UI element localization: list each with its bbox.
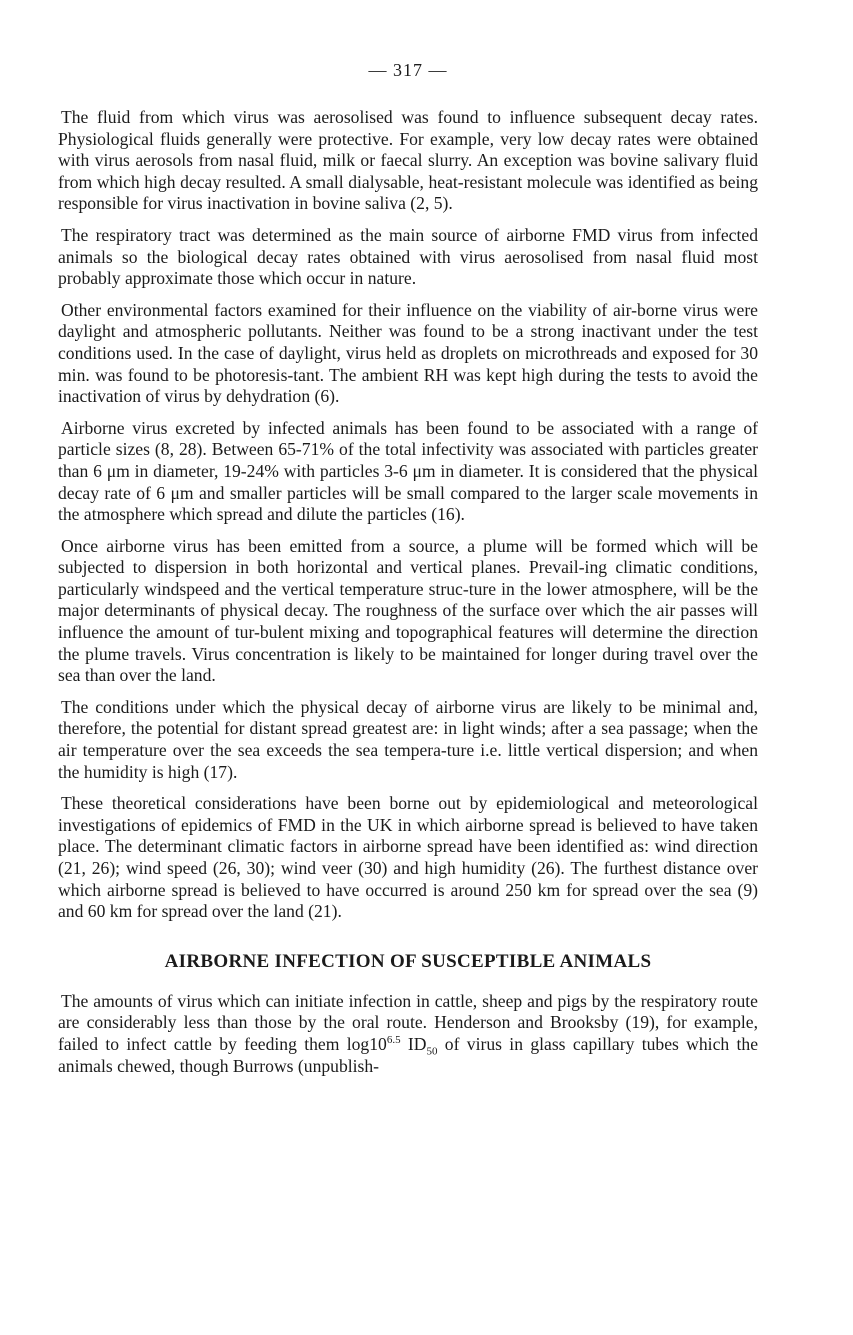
paragraph-respiratory-tract: The respiratory tract was determined as the main source of airborne FMD virus from infected animals so the biological decay rates obtained with virus aerosolised from nasal fluid most probably approximate those which occur in nature. — [58, 224, 758, 289]
infection-text-start: The amounts of virus which can initiate infection in cattle, sheep and pigs by the respiratory route are considerably less than those by the oral route. Henderson and Brooksby (19), for example, failed to infect cattle by feeding them log10 — [58, 990, 758, 1054]
paragraph-minimal-decay-conditions: The conditions under which the physical decay of airborne virus are likely to be minimal and, therefore, the potential for distant spread greatest are: in light winds; after a sea passage; when the air temperature over the sea exceeds the sea tempera-ture i.e. little vertical dispersion; and when the humidity is high (17). — [58, 696, 758, 782]
paragraph-environmental-factors: Other environmental factors examined for their influence on the viability of air-borne virus were daylight and atmospheric pollutants. Neither was found to be a strong inactivant under the test conditions used. In the case of daylight, virus held as droplets on microthreads and exposed for 30 min. was found to be photoresis-tant. The ambient RH was kept high during the tests to avoid the inactivation of virus by dehydration (6). — [58, 299, 758, 407]
document-page — [58, 60, 758, 1087]
paragraph-epidemiological-investigations: These theoretical considerations have been borne out by epidemiological and meteorological investigations of epidemics of FMD in the UK in which airborne spread is believed to have taken place. The determinant climatic factors in airborne spread have been identified as: wind direction (21, 26); wind speed (26, 30); wind veer (30) and high humidity (26). The furthest distance over which airborne spread is believed to have occurred is around 250 km for spread over the sea (9) and 60 km for spread over the land (21). — [58, 793, 758, 922]
section-heading: AIRBORNE INFECTION OF SUSCEPTIBLE ANIMALS — [164, 950, 652, 972]
paragraph-fluid-decay: The fluid from which virus was aerosolised was found to influence subsequent decay rates. Physiological fluids generally were protective. For example, very low decay rates were obtained with virus aerosols from nasal fluid, milk or faecal slurry. An exception was bovine salivary fluid from which high decay resulted. A small dialysable, heat-resistant molecule was identified as being responsible for virus inactivation in bovine saliva (2, 5). — [58, 107, 758, 214]
page-number: — 317 — — [368, 60, 448, 80]
id-subscript: 50 — [426, 1045, 438, 1058]
paragraph-infection-amounts — [58, 991, 758, 1077]
dose-exponent: 6.5 — [386, 1034, 401, 1047]
infection-text-end: of virus in glass capillary tubes which the animals chewed, though Burrows (unpublish- — [58, 1033, 759, 1076]
paragraph-plume-dispersion: Once airborne virus has been emitted from a source, a plume will be formed which will be subjected to dispersion in both horizontal and vertical planes. Prevail-ing climatic conditions, particularly windspeed and the vertical temperature struc-ture in the lower atmosphere, will be the major determinants of physical decay. The roughness of the surface over which the air passes will influence the amount of tur-bulent mixing and topographical features will determine the direction the plume travels. Virus concentration is likely to be maintained for longer during travel over the sea than over the land. — [58, 535, 758, 686]
id-label: ID — [400, 1033, 427, 1054]
paragraph-particle-sizes: Airborne virus excreted by infected animals has been found to be associated with a range of particle sizes (8, 28). Between 65-71% of the total infectivity was associated with particles greater than 6 μm in diameter, 19-24% with particles 3-6 μm in diameter. It is considered that the physical decay rate of 6 μm and smaller particles will be small compared to the larger scale movements in the atmosphere which spread and dilute the particles (16). — [58, 417, 758, 525]
